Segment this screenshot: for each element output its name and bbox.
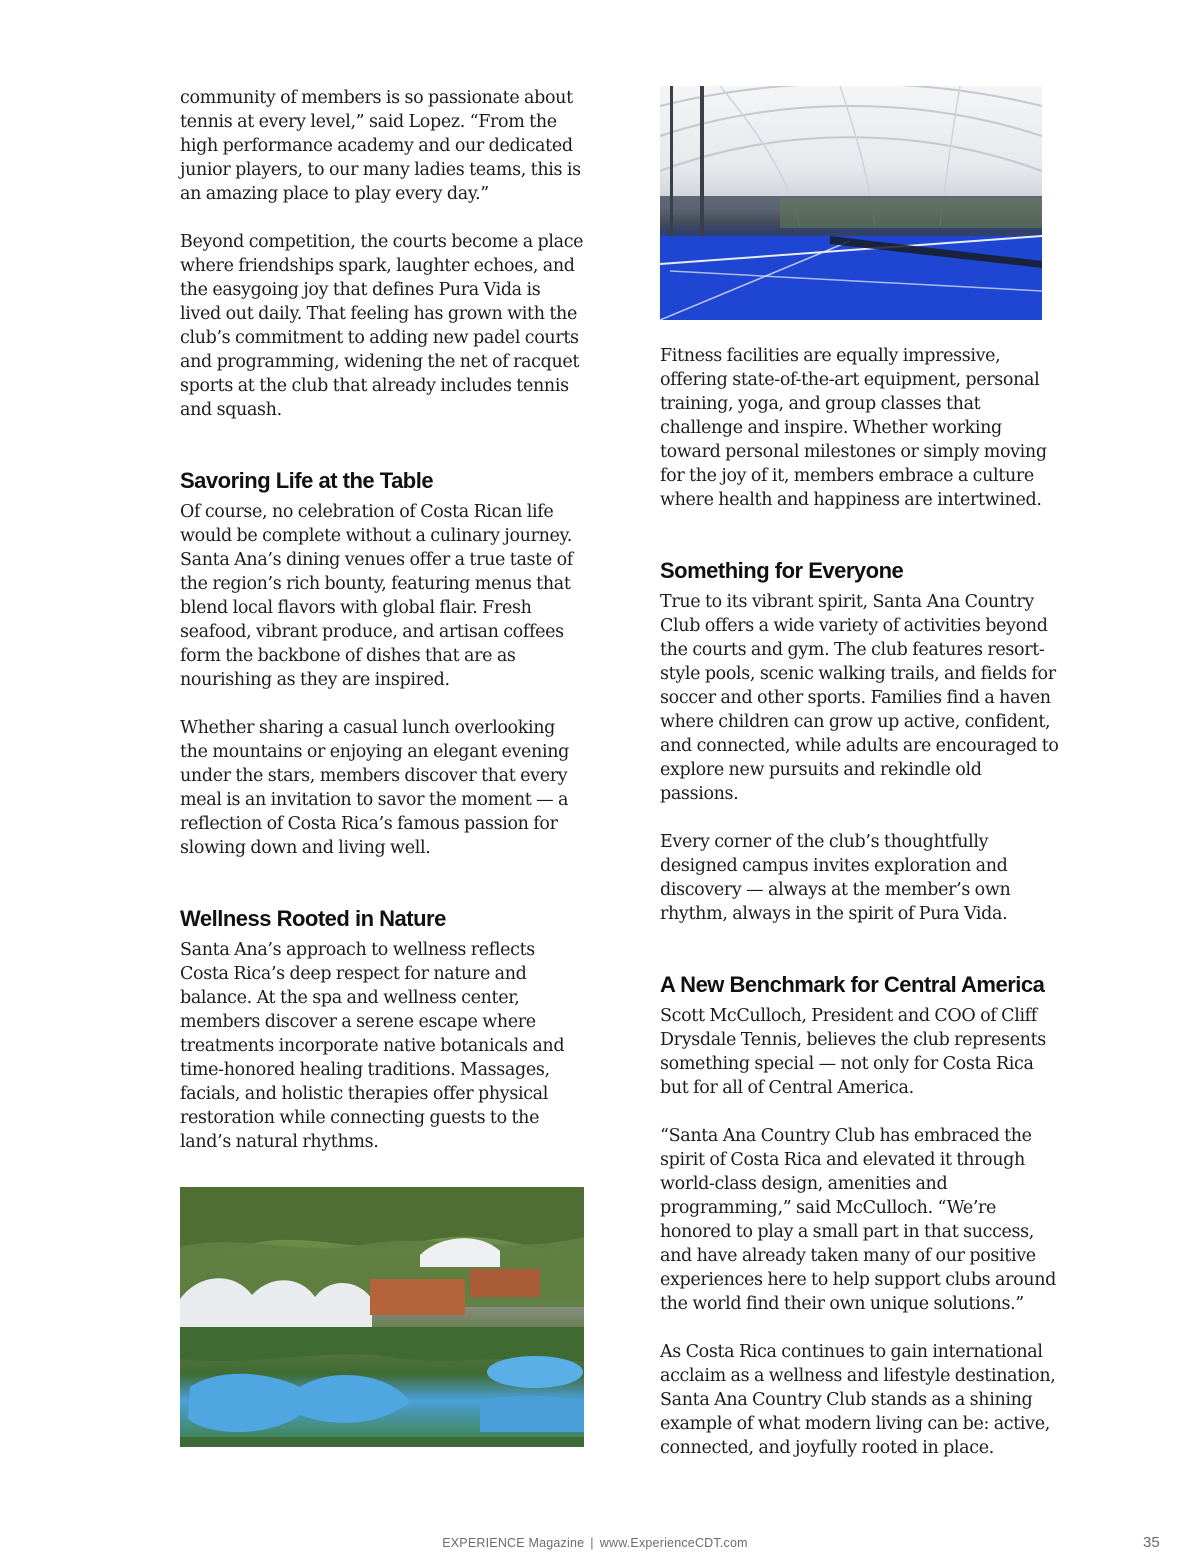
article-paragraph: Of course, no celebration of Costa Rican life would be complete without a culinary journey. Santa Ana’s dining venues offer a true taste of the region’s rich bounty, featuring menus that blend local flavors with global flair. Fresh seafood, vibrant produce, and artisan coffees form the backbone of dishes that are as nourishing as they are inspired. [180, 502, 573, 690]
section-heading: Savoring Life at the Table [180, 468, 434, 493]
right-column [660, 344, 1064, 1484]
padel-court-illustration [660, 86, 1042, 320]
padel-court-photo [660, 86, 1042, 320]
article-paragraph: community of members is so passionate about tennis at every level,” said Lopez. “From the high performance academy and our dedicated junior players, to our many ladies teams, this is an amazing place to play every day.” [180, 88, 581, 204]
article-paragraph: Scott McCulloch, President and COO of Cliff Drysdale Tennis, believes the club represents something special — not only for Costa Rica but for all of Central America. [660, 1006, 1046, 1098]
section-heading: A New Benchmark for Central America [660, 972, 1045, 997]
page-number: 35 [1143, 1534, 1160, 1551]
article-paragraph: Santa Ana’s approach to wellness reflects Costa Rica’s deep respect for nature and balance. At the spa and wellness center, members discover a serene escape where treatments incorporate native botanicals and time-honored healing traditions. Massages, facials, and holistic therapies offer physical restoration while connecting guests to the land’s natural rhythms. [180, 940, 565, 1152]
article-paragraph: Every corner of the club’s thoughtfully designed campus invites exploration and discovery — always at the member’s own rhythm, always in the spirit of Pura Vida. [660, 832, 1011, 924]
magazine-name: EXPERIENCE Magazine [442, 1536, 585, 1550]
left-column [180, 86, 584, 1178]
resort-pools-illustration [180, 1187, 584, 1447]
article-paragraph: “Santa Ana Country Club has embraced the spirit of Costa Rica and elevated it through world-class design, amenities and programming,” said McCulloch. “We’re honored to play a small part in that success, and have already taken many of our positive experiences here to help support clubs around the world find their own unique solutions.” [660, 1126, 1057, 1314]
article-paragraph: Whether sharing a casual lunch overlooking the mountains or enjoying an elegant evening under the stars, members discover that every meal is an invitation to savor the moment — a reflection of Costa Rica’s famous passion for slowing down and living well. [180, 718, 569, 858]
section-heading: Wellness Rooted in Nature [180, 906, 446, 931]
article-paragraph: True to its vibrant spirit, Santa Ana Country Club offers a wide variety of activities beyond the courts and gym. The club features resort-style pools, scenic walking trails, and fields for soccer and other sports. Families find a haven where children can grow up active, confident, and connected, while adults are encouraged to explore new pursuits and rekindle old passions. [660, 592, 1059, 804]
footer-separator: | [590, 1536, 594, 1550]
article-paragraph: As Costa Rica continues to gain international acclaim as a wellness and lifestyle destination, Santa Ana Country Club stands as a shining example of what modern living can be: active, connected, and joyfully rooted in place. [660, 1342, 1056, 1458]
resort-pools-photo [180, 1187, 584, 1447]
article-paragraph: Beyond competition, the courts become a place where friendships spark, laughter echoes, and the easygoing joy that defines Pura Vida is lived out daily. That feeling has grown with the club’s commitment to adding new padel courts and programming, widening the net of racquet sports at the club that already includes tennis and squash. [180, 232, 584, 420]
page-footer [0, 1536, 1190, 1550]
section-heading: Something for Everyone [660, 558, 904, 583]
article-paragraph: Fitness facilities are equally impressive, offering state-of-the-art equipment, personal training, yoga, and group classes that challenge and inspire. Whether working toward personal milestones or simply moving for the joy of it, members embrace a culture where health and happiness are intertwined. [660, 346, 1047, 510]
website-link[interactable]: www.ExperienceCDT.com [599, 1536, 748, 1550]
